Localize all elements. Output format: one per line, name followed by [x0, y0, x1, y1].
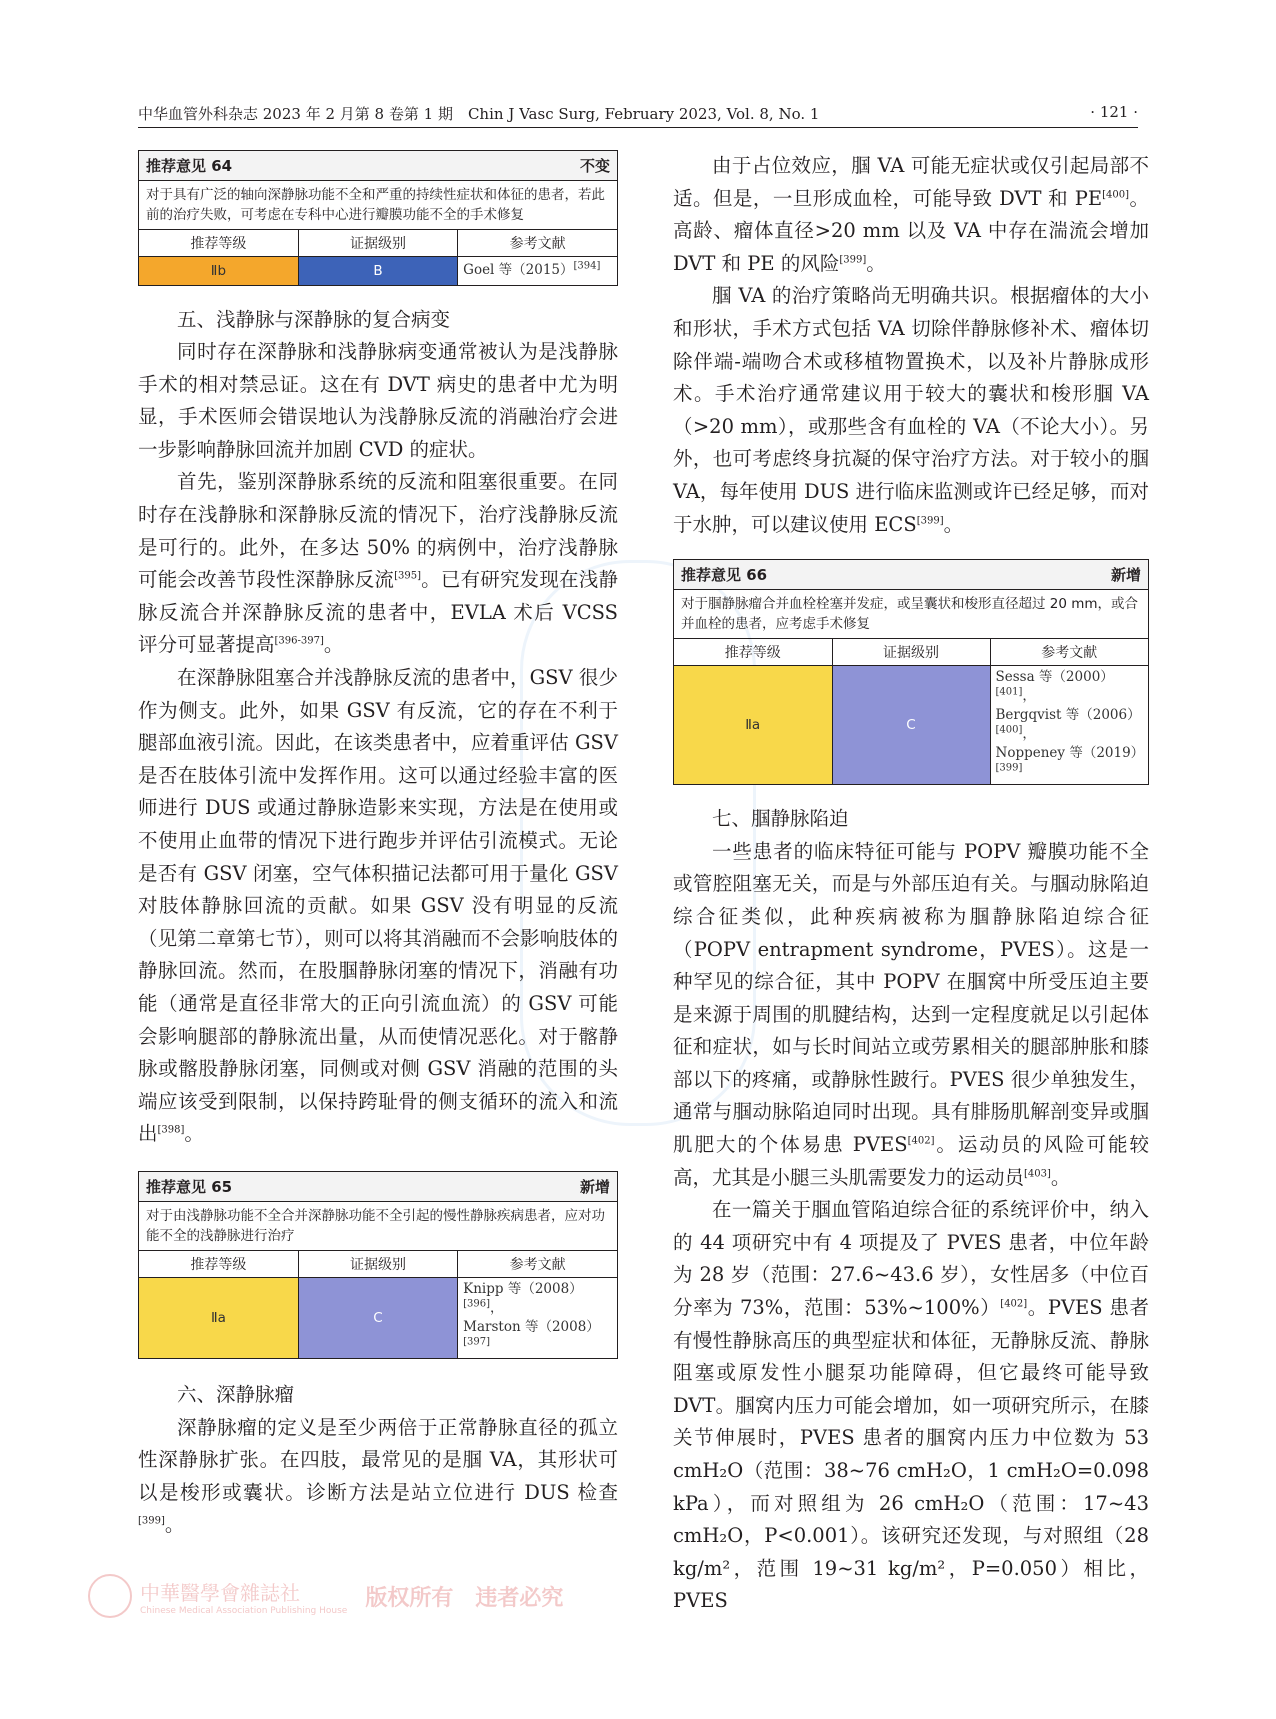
citation-sup: [399] [916, 515, 944, 527]
citation-sup: [399] [995, 762, 1023, 774]
rec-header [139, 151, 617, 181]
rec-header [139, 1172, 617, 1202]
publisher-name: 中華醫學會雜誌社 [140, 1580, 300, 1605]
ref-item: Knipp 等（2008） [463, 1280, 583, 1297]
level-cell: C [832, 666, 990, 785]
col-grade-header: 推荐等级 [139, 230, 298, 257]
citation-sup: [396] [463, 1298, 491, 1310]
col-level-header: 证据级别 [298, 230, 457, 257]
rec-text: 对于由浅静脉功能不全合并深静脉功能不全引起的慢性静脉疾病患者，应对功能不全的浅静脉进行治疗 [139, 1202, 617, 1251]
ref-item: Goel 等（2015） [463, 262, 574, 279]
rec-status: 新增 [579, 1177, 610, 1196]
publisher-logo-icon [88, 1574, 132, 1618]
rec-status: 不变 [579, 157, 610, 175]
grade-cell: Ⅱb [139, 257, 298, 285]
paragraph: 在深静脉阻塞合并浅静脉反流的患者中，GSV 很少作为侧支。此外，如果 GSV 有反流，它的存在不利于腿部血液引流。因此，在该类患者中，应着重评估 GSV 是否在肢体引流中发挥作用。这可以通过经验丰富的医师进行 DUS 或通过静脉造影来实现，方法是在使用或不使用止血带的情况下进行跑步并评估引流模式。无论是否有 GSV 闭塞，空气体积描记法都可用于量化 GSV 对肢体静脉回流的贡献。如果 GSV 没有明显的反流（见第二章第七节），则可以将其消融而不会影响肢体的静脉回流。然而，在股腘静脉闭塞的情况下，消融有功能（通常是直径非常大的正向引流血流）的 GSV 可能会影响腿部的静脉流出量，从而使情况恶化。对于髂静脉或髂股静脉闭塞，同侧或对侧 GSV 消融的范围的头端应该受到限制，以保持跨耻骨的侧支循环的流入和流出[398]。 [138, 666, 618, 1146]
copyright-notice: 版权所有 违者必究 [365, 1585, 564, 1611]
ref-item: Sessa 等（2000） [995, 669, 1114, 686]
citation-sup: [399] [839, 254, 867, 266]
col-refs-header: 参考文献 [458, 230, 617, 257]
rec-table [139, 1251, 617, 1358]
paragraph: 首先，鉴别深静脉系统的反流和阻塞很重要。在同时存在浅静脉和深静脉反流的情况下，治疗浅静脉反流是可行的。此外，在多达 50% 的病例中，治疗浅静脉可能会改善节段性深静脉反流[395]。已有研究发现在浅静脉反流合并深静脉反流的患者中，EVLA 术后 VCSS 评分可显著提高[396-397]。 [138, 470, 618, 657]
ref-item: Noppeney 等（2019） [995, 745, 1145, 762]
rec-title: 推荐意见 65 [146, 1177, 233, 1196]
rec-header [674, 560, 1148, 590]
paragraph: 同时存在深静脉和浅静脉病变通常被认为是浅静脉手术的相对禁忌证。这在有 DVT 病史的患者中尤为明显，手术医师会错误地认为浅静脉反流的消融治疗会进一步影响静脉回流并加剧 CVD 的症状。 [138, 340, 618, 461]
level-cell: B [298, 257, 457, 285]
running-header [138, 103, 1138, 128]
publisher-watermark [88, 1574, 563, 1618]
journal-citation: 中华血管外科杂志 2023 年 2 月第 8 卷第 1 期 Chin J Vasc Surg, February 2023, Vol. 8, No. 1 [138, 105, 820, 123]
citation-sup: [394] [573, 260, 601, 272]
paragraph: 一些患者的临床特征可能与 POPV 瓣膜功能不全或管腔阻塞无关，而是与外部压迫有关。与腘动脉陷迫综合征类似，此种疾病被称为腘静脉陷迫综合征（POPV entrapment syndrome，PVES）。这是一种罕见的综合征，其中 POPV 在腘窝中所受压迫主要是来源于周围的肌腱结构，达到一定程度就足以引起体征和症状，如与长时间站立或劳累相关的腿部肿胀和膝部以下的疼痛，或静脉性跛行。PVES 很少单独发生，通常与腘动脉陷迫同时出现。具有腓肠肌解剖变异或腘肌肥大的个体易患 PVES[402]。运动员的风险可能较高，尤其是小腿三头肌需要发力的运动员[403]。 [673, 839, 1149, 1189]
section-heading: 七、腘静脉陷迫 [712, 807, 849, 831]
citation-sup: [400] [995, 724, 1023, 736]
col-level-header: 证据级别 [298, 1251, 457, 1278]
section-heading: 五、浅静脉与深静脉的复合病变 [177, 307, 451, 331]
citation-sup: [398] [157, 1124, 185, 1136]
citation-sup: [402] [907, 1135, 935, 1147]
publisher-name-en: Chinese Medical Association Publishing House [140, 1605, 348, 1616]
rec-title: 推荐意见 66 [681, 566, 768, 585]
col-refs-header: 参考文献 [990, 639, 1148, 666]
rec-text: 对于具有广泛的轴向深静脉功能不全和严重的持续性症状和体征的患者，若此前的治疗失败，可考虑在专科中心进行瓣膜功能不全的手术修复 [139, 181, 617, 230]
refs-cell: Knipp 等（2008）[396]， Marston 等（2008）[397] [463, 1280, 600, 1348]
citation-sup: [397] [463, 1336, 491, 1348]
citation-sup: [395] [394, 570, 421, 582]
section-heading: 六、深静脉瘤 [177, 1382, 295, 1406]
refs-cell: Sessa 等（2000）[401]， Bergqvist 等（2006）[400]， Noppeney 等（2019）[399] [995, 669, 1145, 774]
paragraph: 由于占位效应，腘 VA 可能无症状或仅引起局部不适。但是，一旦形成血栓，可能导致 DVT 和 PE[400]。高龄、瘤体直径>20 mm 以及 VA 中存在湍流会增加 DVT 和 PE 的风险[399]。 [673, 154, 1149, 275]
citation-sup: [401] [995, 686, 1023, 698]
paragraph: 在一篇关于腘血管陷迫综合征的系统评价中，纳入的 44 项研究中有 4 项提及了 PVES 患者，中位年龄为 28 岁（范围：27.6~43.6 岁），女性居多（中位百分率为 73%，范围：53%~100%）[402]。PVES 患者有慢性静脉高压的典型症状和体征，无静脉反流、静脉阻塞或原发性小腿泵功能障碍，但它最终可能导致 DVT。腘窝内压力可能会增加，如一项研究所示，在膝关节伸展时，PVES 患者的腘窝内压力中位数为 53 cmH₂O（范围：38~76 cmH₂O，1 cmH₂O=0.098 kPa），而对照组为 26 cmH₂O（范围：17~43 cmH₂O，P<0.001）。该研究还发现，与对照组（28 kg/m²，范围 19~31 kg/m²，P=0.050）相比，PVES [673, 1198, 1149, 1613]
paragraph: 深静脉瘤的定义是至少两倍于正常静脉直径的孤立性深静脉扩张。在四肢，最常见的是腘 VA，其形状可以是梭形或囊状。诊断方法是站立位进行 DUS 检查[399]。 [138, 1415, 618, 1537]
grade-cell: Ⅱa [674, 666, 832, 785]
col-grade-header: 推荐等级 [674, 639, 832, 666]
recommendation-box-64 [138, 150, 618, 286]
refs-cell [458, 257, 617, 285]
citation-sup: [400] [1102, 189, 1130, 201]
left-column [138, 150, 618, 1542]
rec-title: 推荐意见 64 [146, 157, 233, 175]
citation-sup: [402] [1000, 1298, 1028, 1310]
rec-status: 新增 [1110, 566, 1141, 585]
ref-item: Marston 等（2008） [463, 1318, 600, 1335]
col-level-header: 证据级别 [832, 639, 990, 666]
col-refs-header: 参考文献 [458, 1251, 617, 1278]
level-cell: C [298, 1277, 457, 1358]
grade-cell: Ⅱa [139, 1277, 298, 1358]
recommendation-box-65 [138, 1171, 618, 1359]
citation-sup: [396-397] [274, 635, 324, 647]
citation-sup: [403] [1024, 1168, 1051, 1180]
rec-table [674, 639, 1148, 784]
citation-sup: [399] [138, 1515, 165, 1527]
right-column [673, 150, 1149, 1618]
paragraph: 腘 VA 的治疗策略尚无明确共识。根据瘤体的大小和形状，手术方式包括 VA 切除伴静脉修补术、瘤体切除伴端-端吻合术或移植物置换术，以及补片静脉成形术。手术治疗通常建议用于较大的囊状和梭形腘 VA（>20 mm），或那些含有血栓的 VA（不论大小）。另外，也可考虑终身抗凝的保守治疗方法。对于较小的腘 VA，每年使用 DUS 进行临床监测或许已经足够，而对于水肿，可以建议使用 ECS[399]。 [673, 284, 1149, 536]
col-grade-header: 推荐等级 [139, 1251, 298, 1278]
ref-item: Bergqvist 等（2006） [995, 707, 1141, 724]
rec-text: 对于腘静脉瘤合并血栓栓塞并发症，或呈囊状和梭形直径超过 20 mm，或合并血栓的患者，应考虑手术修复 [674, 590, 1148, 639]
page-number: · 121 · [1090, 103, 1138, 121]
recommendation-box-66 [673, 559, 1149, 785]
rec-table [139, 230, 617, 285]
